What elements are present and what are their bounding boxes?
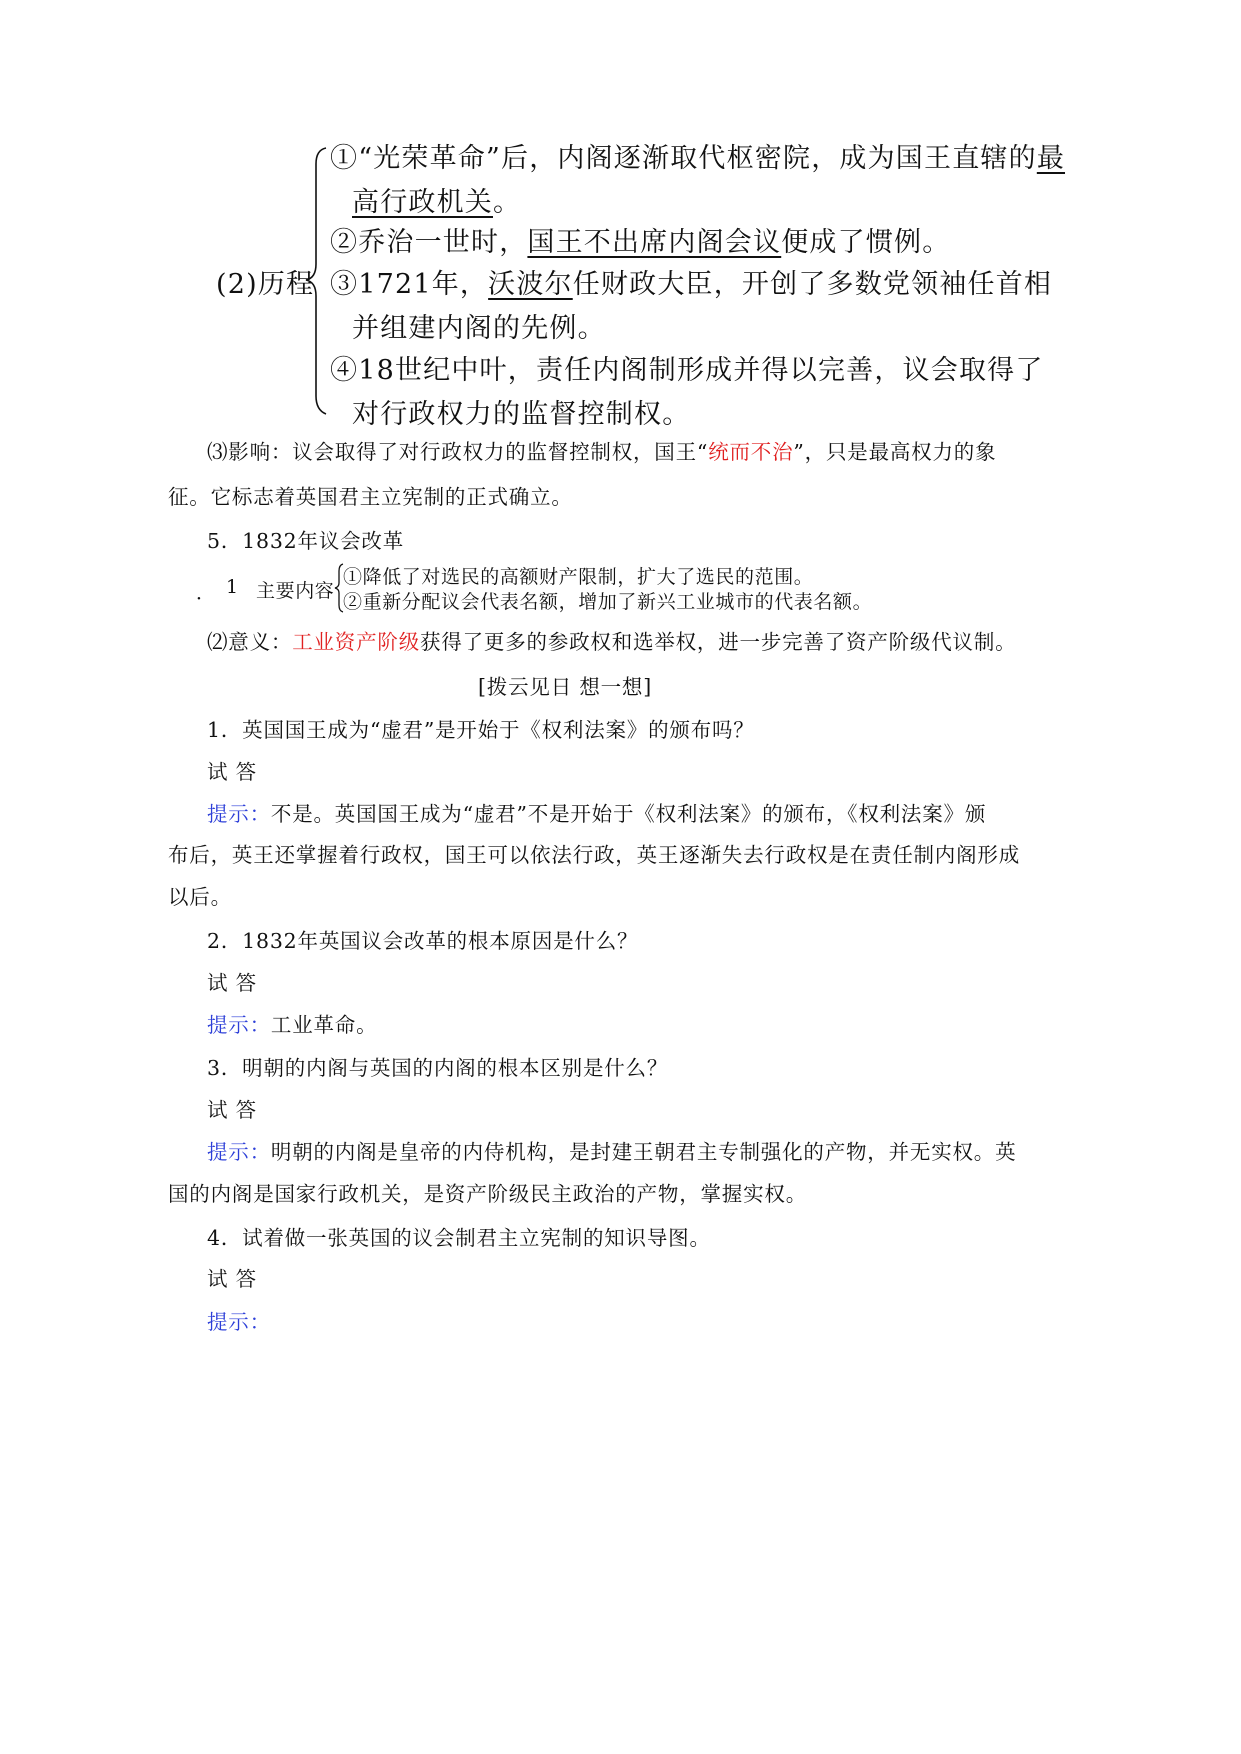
process-item-1-underline-a: 最 (1036, 143, 1066, 174)
process-item-1-cont (352, 180, 521, 219)
process-item-1-end: 。 (493, 187, 522, 218)
think-title: [拨云见日 想一想] (478, 675, 653, 699)
reform-meaning-suffix: 获得了更多的参政权和选举权，进一步完善了资产阶级代议制。 (420, 630, 1017, 654)
hint-1 (207, 797, 986, 827)
hint-label-3: 提示： (207, 1140, 271, 1164)
hint-3 (207, 1135, 1016, 1165)
hint-label-4: 提示： (207, 1310, 271, 1334)
reform-list-dot: ． (196, 582, 216, 604)
influence-line-1 (207, 435, 996, 465)
process-item-1-text: ①“光荣革命”后，内阁逐渐取代枢密院，成为国王直辖的 (330, 143, 1037, 174)
reform-content-label: 主要内容 (256, 580, 335, 602)
process-item-3 (330, 262, 1052, 301)
process-item-3-underline: 沃波尔 (488, 269, 573, 300)
influence-suffix: ”，只是最高权力的象 (793, 440, 997, 464)
hint-1-line-3: 以后。 (168, 885, 232, 909)
hint-3-text: 明朝的内阁是皇帝的内侍机构，是封建王朝君主专制强化的产物，并无实权。英 (270, 1140, 1017, 1164)
hint-2 (207, 1008, 377, 1038)
process-item-1 (330, 136, 1065, 175)
process-item-1-underline-b: 高行政机关 (352, 187, 493, 218)
answer-label-3[interactable]: 试 答 (207, 1098, 257, 1122)
process-item-2-text: ②乔治一世时， (330, 227, 528, 258)
question-1: 1．英国国王成为“虚君”是开始于《权利法案》的颁布吗？ (207, 718, 755, 742)
reform-meaning-highlight: 工业资产阶级 (292, 630, 421, 654)
question-4: 4．试着做一张英国的议会制君主立宪制的知识导图。 (207, 1226, 711, 1250)
reform-content-1: ①降低了对选民的高额财产限制，扩大了选民的范围。 (343, 566, 814, 588)
influence-line-2: 征。它标志着英国君主立宪制的正式确立。 (168, 485, 573, 509)
question-2: 2．1832年英国议会改革的根本原因是什么？ (207, 929, 639, 953)
process-item-4: ④18世纪中叶，责任内阁制形成并得以完善，议会取得了 (330, 355, 1044, 386)
reform-heading: 5．1832年议会改革 (207, 529, 405, 553)
influence-highlight: 统而不治 (708, 440, 794, 464)
hint-1-text: 不是。英国国王成为“虚君”不是开始于《权利法案》的颁布，《权利法案》颁 (270, 802, 987, 826)
hint-label-1: 提示： (207, 802, 271, 826)
process-item-2 (330, 220, 950, 259)
influence-prefix: ⑶影响：议会取得了对行政权力的监督控制权，国王“ (207, 440, 709, 464)
reform-meaning (207, 625, 1016, 655)
answer-label-4[interactable]: 试 答 (207, 1267, 257, 1291)
process-item-2-underline: 国王不出席内阁会议 (527, 227, 782, 258)
reform-meaning-prefix: ⑵意义： (207, 630, 293, 654)
reform-sub-number: 1 (226, 576, 239, 598)
reform-content-2: ②重新分配议会代表名额，增加了新兴工业城市的代表名额。 (343, 591, 873, 613)
hint-1-line-2: 布后，英王还掌握着行政权，国王可以依法行政，英王逐渐失去行政权是在责任制内阁形成 (168, 843, 1020, 867)
process-item-4-cont: 对行政权力的监督控制权。 (352, 399, 691, 430)
process-item-3-text: ③1721年， (330, 269, 489, 300)
answer-label-2[interactable]: 试 答 (207, 971, 257, 995)
process-item-3-rest: 任财政大臣，开创了多数党领袖任首相 (572, 269, 1053, 300)
hint-2-text: 工业革命。 (270, 1013, 378, 1037)
question-3: 3．明朝的内阁与英国的内阁的根本区别是什么？ (207, 1056, 669, 1080)
hint-3-line-2: 国的内阁是国家行政机关，是资产阶级民主政治的产物，掌握实权。 (168, 1182, 807, 1206)
hint-label-2: 提示： (207, 1013, 271, 1037)
answer-label-1[interactable]: 试 答 (207, 760, 257, 784)
process-label: (2)历程 (216, 269, 315, 300)
process-item-3-cont: 并组建内阁的先例。 (352, 313, 606, 344)
process-item-2-end: 便成了惯例。 (781, 227, 951, 258)
